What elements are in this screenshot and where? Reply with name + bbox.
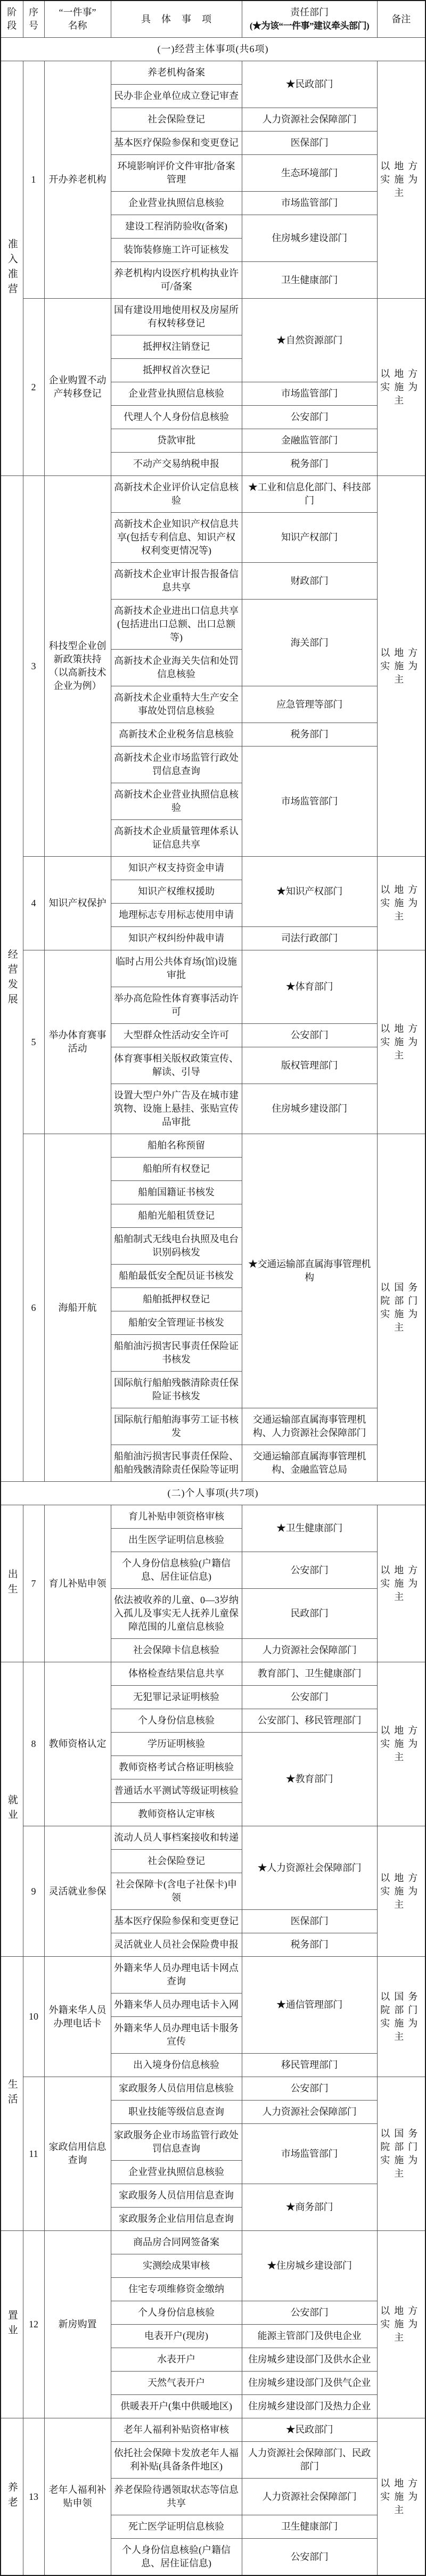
dept-cell: ★教育部门 <box>242 1733 377 1826</box>
dept-cell: 医保部门 <box>242 1910 377 1933</box>
dept-cell: 市场监管部门 <box>242 2124 377 2184</box>
item-cell: 家政服务人员信用信息核验 <box>111 2077 242 2101</box>
item-cell: 供暖表开户(集中供暖地区) <box>111 2395 242 2418</box>
dept-cell: 司法行政部门 <box>242 927 377 950</box>
item-cell: 养老机构内设医疗机构执业许可/备案 <box>111 262 242 299</box>
dept-cell: 市场监管部门 <box>242 192 377 215</box>
seq-cell: 7 <box>23 1505 44 1662</box>
name-cell: 举办体育赛事活动 <box>44 950 111 1134</box>
item-cell: 教师资格认定审核 <box>111 1803 242 1826</box>
item-cell: 代理人个人身份信息核验 <box>111 406 242 429</box>
dept-cell: ★卫生健康部门 <box>242 1505 377 1552</box>
dept-cell: 版权管理部门 <box>242 1047 377 1084</box>
name-cell: 新房购置 <box>44 2231 111 2418</box>
table-header <box>1 1 425 38</box>
item-cell: 船舶所有权登记 <box>111 1158 242 1181</box>
item-cell: 普通话水平测试等级证明核验 <box>111 1779 242 1803</box>
dept-cell: 公安部门、移民管理部门 <box>242 1709 377 1733</box>
dept-cell: 金融监管部门 <box>242 429 377 453</box>
item-cell: 社会保障卡信息核验 <box>111 1639 242 1662</box>
dept-cell: 公安部门 <box>242 2301 377 2325</box>
dept-cell: ★民政部门 <box>242 61 377 108</box>
item-cell: 船舶安全管理证书核发 <box>111 1311 242 1335</box>
seq-cell: 8 <box>23 1662 44 1826</box>
note-cell: 以地方实施为主 <box>377 61 425 299</box>
dept-cell: 海关部门 <box>242 600 377 686</box>
stage-cell <box>1 2418 23 2576</box>
name-cell: 知识产权保护 <box>44 857 111 950</box>
item-cell: 高新技术企业质量管理体系认证信息共享 <box>111 820 242 857</box>
note-cell: 以国务院部门实施为主 <box>377 1957 425 2077</box>
dept-cell: 能源主管部门及供电企业 <box>242 2325 377 2348</box>
dept-cell: 公安部门 <box>242 1552 377 1589</box>
stage-label: 准入准营 <box>6 239 18 298</box>
stage-cell <box>1 1505 23 1662</box>
item-cell: 环境影响评价文件审批/备案管理 <box>111 155 242 192</box>
item-cell: 灵活就业人员社会保险费申报 <box>111 1933 242 1957</box>
item-cell: 高新技术企业海关失信和处罚信息核验 <box>111 650 242 686</box>
item-cell: 流动人员人事档案接收和转递 <box>111 1826 242 1850</box>
dept-cell: 市场监管部门 <box>242 382 377 406</box>
item-cell: 地理标志专用标志使用申请 <box>111 904 242 927</box>
dept-cell: ★通信管理部门 <box>242 1957 377 2054</box>
item-cell: 高新技术企业评价认定信息核验 <box>111 476 242 513</box>
stage-cell <box>1 1957 23 2231</box>
item-cell: 抵押权首次登记 <box>111 359 242 382</box>
seq-cell: 12 <box>23 2231 44 2418</box>
item-cell: 个人身份信息核验 <box>111 2301 242 2325</box>
dept-cell: ★工业和信息化部门、科技部门 <box>242 476 377 513</box>
item-cell: 国有建设用地使用权及房屋所有权转移登记 <box>111 299 242 335</box>
item-cell: 民办非企业单位成立登记审查 <box>111 85 242 108</box>
item-cell: 高新技术企业知识产权信息共享(包括专利信息、知识产权权利变更情况等) <box>111 513 242 563</box>
dept-cell: 住房城乡建设部门 <box>242 1084 377 1134</box>
dept-cell: ★人力资源社会保障部门 <box>242 1826 377 1910</box>
dept-cell: 民政部门 <box>242 1589 377 1639</box>
item-cell: 养老机构备案 <box>111 61 242 85</box>
seq-cell: 4 <box>23 857 44 950</box>
item-cell: 船舶制式无线电台执照及电台识别码核发 <box>111 1228 242 1265</box>
dept-cell: ★商务部门 <box>242 2184 377 2231</box>
note-cell: 以地方实施为主 <box>377 2418 425 2576</box>
item-cell: 企业营业执照信息核验 <box>111 382 242 406</box>
item-cell: 船舶国籍证书核发 <box>111 1181 242 1204</box>
item-cell: 外籍来华人员办理电话卡网点查询 <box>111 1957 242 1993</box>
seq-cell: 2 <box>23 299 44 476</box>
dept-cell: 医保部门 <box>242 132 377 155</box>
item-cell: 家政服务企业市场监管行政处罚信息查询 <box>111 2124 242 2161</box>
item-cell: 体格检查结果信息共享 <box>111 1662 242 1686</box>
item-cell: 知识产权维权援助 <box>111 880 242 904</box>
item-cell: 出生医学证明信息核验 <box>111 1529 242 1552</box>
item-cell: 老年人福利补贴资格审核 <box>111 2418 242 2442</box>
header-note: 备注 <box>377 1 425 38</box>
item-cell: 船舶名称预留 <box>111 1134 242 1158</box>
header-dept: 责任部门 (★为该“一件事”建议牵头部门) <box>242 1 377 38</box>
item-cell: 船舶光船租赁登记 <box>111 1204 242 1228</box>
dept-cell: 人力资源社会保障部门 <box>242 2479 377 2515</box>
note-cell: 以地方实施为主 <box>377 857 425 950</box>
item-cell: 知识产权纠纷仲裁申请 <box>111 927 242 950</box>
item-cell: 学历证明核验 <box>111 1733 242 1756</box>
item-cell: 实测绘成果审核 <box>111 2254 242 2278</box>
dept-cell: 税务部门 <box>242 723 377 746</box>
item-cell: 高新技术企业审计报告报备信息共享 <box>111 563 242 600</box>
dept-cell: 交通运输部直属海事管理机构、金融监管总局 <box>242 1445 377 1482</box>
name-cell: 老年人福利补贴申领 <box>44 2418 111 2576</box>
note-cell: 以地方实施为主 <box>377 1826 425 1957</box>
item-cell: 养老保险待遇领取状态等信息共享 <box>111 2479 242 2515</box>
item-cell: 船舶最低安全配员证书核发 <box>111 1265 242 1288</box>
dept-cell: ★交通运输部直属海事管理机构 <box>242 1134 377 1408</box>
item-cell: 高新技术企业市场监管行政处罚信息查询 <box>111 746 242 783</box>
stage-cell <box>1 2231 23 2418</box>
stage-label: 置业 <box>6 2309 18 2340</box>
header-stage: 阶 段 <box>1 1 23 38</box>
name-cell: 科技型企业创新政策扶持（以高新技术企业为例） <box>44 476 111 857</box>
item-cell: 不动产交易纳税申报 <box>111 453 242 476</box>
stage-label: 经营发展 <box>6 949 18 1008</box>
item-cell: 电表开户(现房) <box>111 2325 242 2348</box>
dept-cell: 人力资源社会保障部门、民政部门 <box>242 2442 377 2479</box>
dept-cell: 交通运输部直属海事管理机构、人力资源社会保障部门 <box>242 1408 377 1445</box>
note-cell: 以地方实施为主 <box>377 1662 425 1826</box>
dept-cell: 住房城乡建设部门及供气企业 <box>242 2372 377 2395</box>
item-cell: 外籍来华人员办理电话卡入网 <box>111 1993 242 2017</box>
item-cell: 出入境身份信息核验 <box>111 2054 242 2077</box>
item-cell: 企业营业执照信息核验 <box>111 2161 242 2184</box>
note-cell: 以地方实施为主 <box>377 1505 425 1662</box>
note-cell: 以地方实施为主 <box>377 299 425 476</box>
dept-cell: 住房城乡建设部门及供水企业 <box>242 2348 377 2372</box>
item-cell: 贷款审批 <box>111 429 242 453</box>
dept-cell: 移民管理部门 <box>242 2054 377 2077</box>
item-cell: 社会保障卡(含电子社保卡)申领 <box>111 1873 242 1910</box>
seq-cell: 3 <box>23 476 44 857</box>
item-cell: 个人身份信息核验(户籍信息、居住证信息) <box>111 2539 242 2576</box>
dept-cell: 公安部门 <box>242 406 377 429</box>
seq-cell: 1 <box>23 61 44 299</box>
stage-cell <box>1 476 23 1482</box>
item-cell: 设置大型户外广告及在城市建筑物、设施上悬挂、张贴宣传品审批 <box>111 1084 242 1134</box>
note-cell: 以地方实施为主 <box>377 2231 425 2418</box>
note-cell: 以地方实施为主 <box>377 950 425 1134</box>
dept-cell: 财政部门 <box>242 563 377 600</box>
item-cell: 教师资格考试合格证明核验 <box>111 1756 242 1779</box>
stage-label: 就业 <box>6 1794 18 1824</box>
header-items: 具 体 事 项 <box>111 1 242 38</box>
item-cell: 建设工程消防验收(备案) <box>111 215 242 239</box>
item-cell: 企业营业执照信息核验 <box>111 192 242 215</box>
item-cell: 高新技术企业重特大生产安全事故处罚信息核验 <box>111 686 242 723</box>
name-cell: 家政信用信息查询 <box>44 2077 111 2231</box>
item-cell: 商品房合同网签备案 <box>111 2231 242 2254</box>
header-name: “一件事” 名称 <box>44 1 111 38</box>
note-cell: 以地方实施为主 <box>377 476 425 857</box>
item-cell: 体育赛事相关版权政策宣传、解读、引导 <box>111 1047 242 1084</box>
item-cell: 外籍来华人员办理电话卡服务宣传 <box>111 2017 242 2054</box>
item-cell: 职业技能等级信息查询 <box>111 2101 242 2124</box>
item-cell: 个人身份信息核验(户籍信息、居住证信息) <box>111 1552 242 1589</box>
dept-cell: 知识产权部门 <box>242 513 377 563</box>
dept-cell: ★自然资源部门 <box>242 299 377 382</box>
item-cell: 知识产权支持资金申请 <box>111 857 242 880</box>
item-cell: 国际航行船舶残骸清除责任保险证书核发 <box>111 1372 242 1408</box>
note-cell: 以国务院部门实施为主 <box>377 2077 425 2231</box>
seq-cell: 10 <box>23 1957 44 2077</box>
item-cell: 国际航行船舶海事劳工证书核发 <box>111 1408 242 1445</box>
note-cell: 以国务院部门实施为主 <box>377 1134 425 1482</box>
dept-cell: 公安部门 <box>242 1686 377 1709</box>
dept-cell: 住房城乡建设部门 <box>242 215 377 262</box>
dept-cell: 卫生健康部门 <box>242 262 377 299</box>
dept-cell: ★住房城乡建设部门 <box>242 2231 377 2301</box>
section-title-row: (一)经营主体事项(共6项) <box>1 38 425 61</box>
item-cell: 临时占用公共体育场(馆)设施审批 <box>111 950 242 987</box>
name-cell: 外籍来华人员办理电话卡 <box>44 1957 111 2077</box>
name-cell: 开办养老机构 <box>44 61 111 299</box>
item-cell: 水表开户 <box>111 2348 242 2372</box>
seq-cell: 6 <box>23 1134 44 1482</box>
item-cell: 依托社会保障卡发放老年人福利补贴(具备条件地区) <box>111 2442 242 2479</box>
stage-label: 养老 <box>6 2482 18 2512</box>
item-cell: 个人身份信息核验 <box>111 1709 242 1733</box>
dept-cell: 生态环境部门 <box>242 155 377 192</box>
dept-cell: 市场监管部门 <box>242 746 377 857</box>
item-cell: 住宅专项维修资金缴纳 <box>111 2278 242 2301</box>
stage-cell <box>1 61 23 476</box>
item-cell: 高新技术企业税务信息核验 <box>111 723 242 746</box>
item-cell: 举办高危险性体育赛事活动许可 <box>111 987 242 1024</box>
item-cell: 基本医疗保险参保和变更登记 <box>111 132 242 155</box>
seq-cell: 11 <box>23 2077 44 2231</box>
name-cell: 教师资格认定 <box>44 1662 111 1826</box>
item-cell: 死亡医学证明信息核验 <box>111 2515 242 2539</box>
stage-cell <box>1 1662 23 1957</box>
dept-cell: ★知识产权部门 <box>242 857 377 927</box>
name-cell: 海船开航 <box>44 1134 111 1482</box>
item-cell: 船舶抵押权登记 <box>111 1288 242 1311</box>
dept-cell: ★体育部门 <box>242 950 377 1024</box>
stage-label: 生活 <box>6 2079 18 2109</box>
item-cell: 大型群众性活动安全许可 <box>111 1024 242 1047</box>
dept-cell: 卫生健康部门 <box>242 2515 377 2539</box>
dept-cell: ★民政部门 <box>242 2418 377 2442</box>
item-cell: 高新技术企业营业执照信息核验 <box>111 783 242 820</box>
item-cell: 无犯罪记录证明核验 <box>111 1686 242 1709</box>
dept-cell: 公安部门 <box>242 2539 377 2576</box>
dept-cell: 公安部门 <box>242 1024 377 1047</box>
dept-cell: 税务部门 <box>242 453 377 476</box>
dept-cell: 公安部门 <box>242 2077 377 2101</box>
seq-cell: 13 <box>23 2418 44 2576</box>
item-cell: 船舶油污损害民事责任保险、船舶残骸清除责任保险等证明 <box>111 1445 242 1482</box>
item-cell: 家政服务人员信用信息查询 <box>111 2184 242 2208</box>
name-cell: 灵活就业参保 <box>44 1826 111 1957</box>
name-cell: 育儿补贴申领 <box>44 1505 111 1662</box>
item-cell: 家政服务企业信用信息查询 <box>111 2208 242 2231</box>
dept-cell: 住房城乡建设部门及热力企业 <box>242 2395 377 2418</box>
item-cell: 依法被收养的儿童、0—3岁纳入孤儿及事实无人抚养儿童保障范围的儿童信息核验 <box>111 1589 242 1639</box>
stage-label: 出生 <box>6 1569 18 1598</box>
item-cell: 高新技术企业进出口信息共享(包括进出口总额、出口总额等) <box>111 600 242 650</box>
dept-cell: 人力资源社会保障部门 <box>242 108 377 132</box>
name-cell: 企业购置不动产转移登记 <box>44 299 111 476</box>
item-cell: 抵押权注销登记 <box>111 335 242 359</box>
item-cell: 社会保险登记 <box>111 1850 242 1873</box>
item-cell: 基本医疗保险参保和变更登记 <box>111 1910 242 1933</box>
dept-cell: 教育部门、卫生健康部门 <box>242 1662 377 1686</box>
dept-cell: 税务部门 <box>242 1933 377 1957</box>
item-cell: 装饰装修施工许可证核发 <box>111 239 242 262</box>
item-cell: 天然气表开户 <box>111 2372 242 2395</box>
dept-cell: 人力资源社会保障部门 <box>242 2101 377 2124</box>
item-cell: 社会保险登记 <box>111 108 242 132</box>
header-seq: 序 号 <box>23 1 44 38</box>
dept-cell: 应急管理等部门 <box>242 686 377 723</box>
section-title-row: (二)个人事项(共7项) <box>1 1482 425 1505</box>
item-cell: 船舶油污损害民事责任保险证书核发 <box>111 1335 242 1372</box>
seq-cell: 5 <box>23 950 44 1134</box>
item-cell: 育儿补贴申领资格审核 <box>111 1505 242 1529</box>
seq-cell: 9 <box>23 1826 44 1957</box>
dept-cell: 人力资源社会保障部门 <box>242 1639 377 1662</box>
